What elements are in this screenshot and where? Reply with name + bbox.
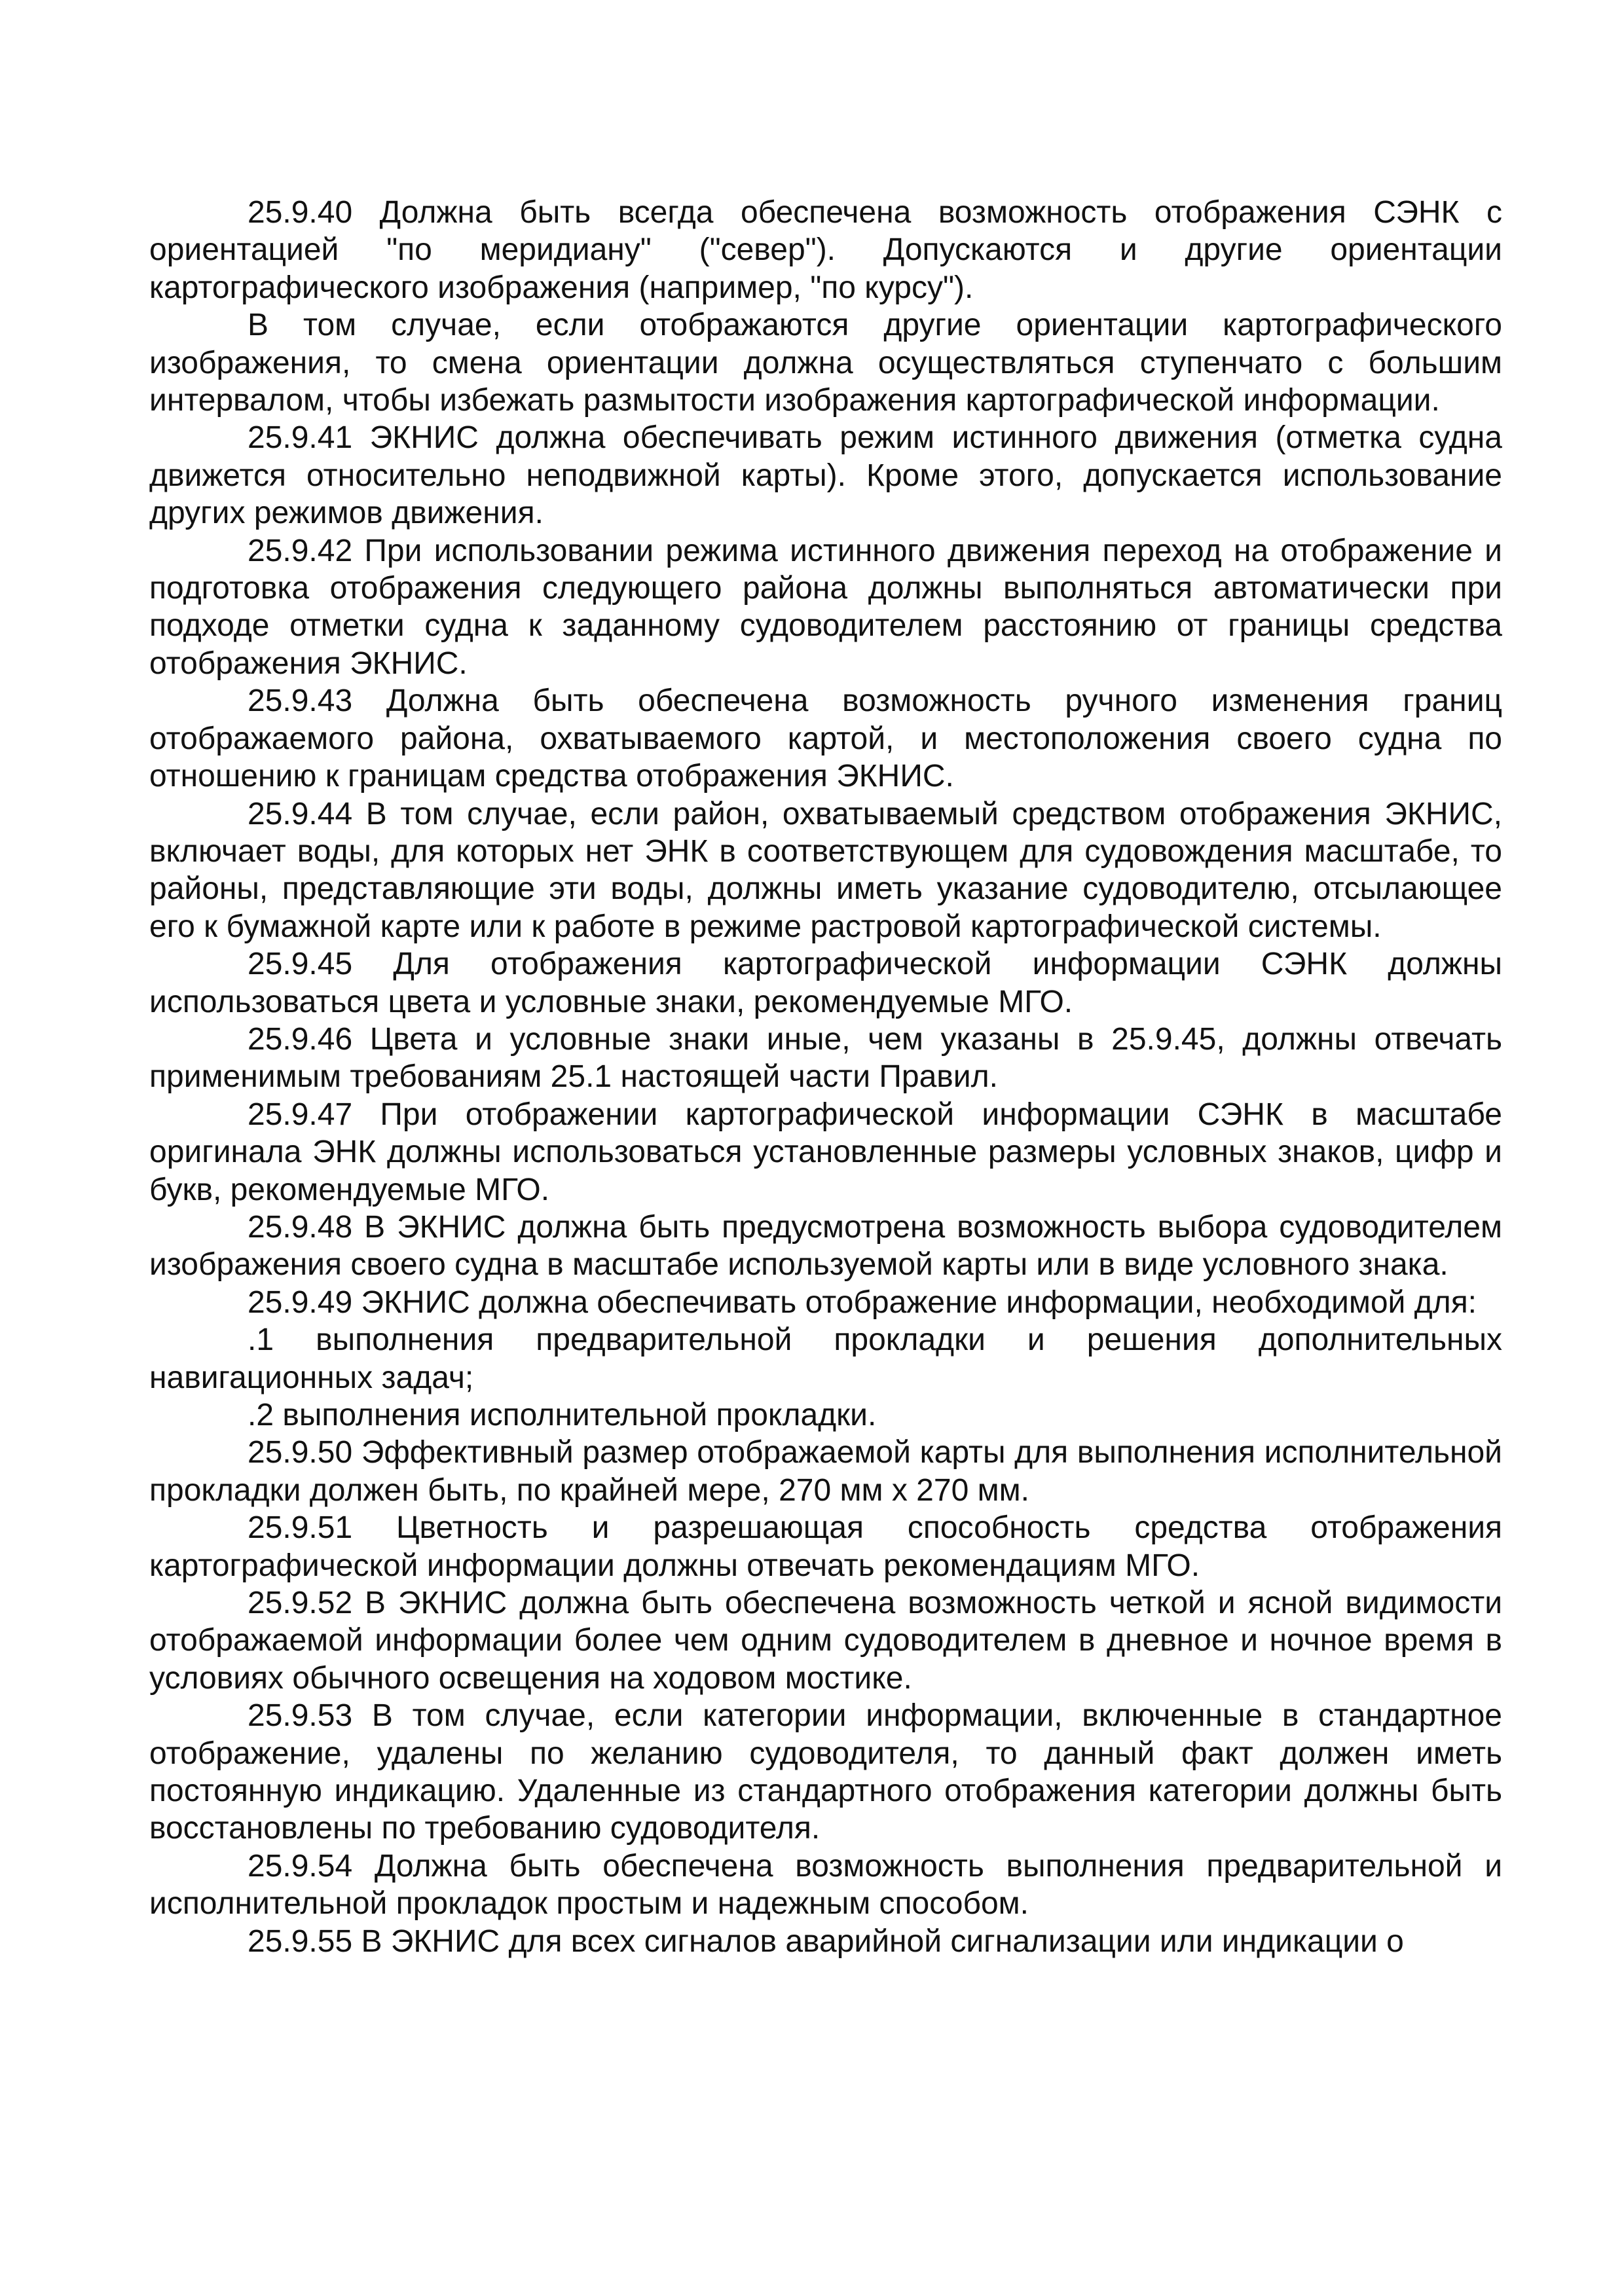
paragraph-25-9-52: 25.9.52 В ЭКНИС должна быть обеспечена возможность четкой и ясной видимости отображаемой информации более чем одним судоводителем в дневное и ночное время в условиях обычного освещения на ходовом мостике. [149, 1586, 1502, 1696]
list-item-1: .1 выполнения предварительной прокладки и решения дополнительных навигационных задач; [149, 1322, 1502, 1395]
paragraph-25-9-49: 25.9.49 ЭКНИС должна обеспечивать отображение информации, необходимой для: [248, 1285, 1477, 1320]
paragraph-25-9-50: 25.9.50 Эффективный размер отображаемой карты для выполнения исполнительной прокладки должен быть, по крайней мере, 270 мм x 270 мм. [149, 1435, 1502, 1508]
paragraph-25-9-51: 25.9.51 Цветность и разрешающая способность средства отображения картографической информации должны отвечать рекомендациям МГО. [149, 1510, 1502, 1583]
paragraph-25-9-42: 25.9.42 При использовании режима истинного движения переход на отображение и подготовка отображения следующего района должны выполняться автоматически при подходе отметки судна к заданному судоводителем расстоянию от границы средства отображения ЭКНИС. [149, 533, 1502, 681]
paragraph-25-9-44: 25.9.44 В том случае, если район, охватываемый средством отображения ЭКНИС, включает воды, для которых нет ЭНК в соответствующем для судовождения масштабе, то районы, представляющие эти воды, должны иметь указание судоводителю, отсылающее его к бумажной карте или к работе в режиме растровой картографической системы. [149, 796, 1502, 944]
paragraph-25-9-54: 25.9.54 Должна быть обеспечена возможность выполнения предварительной и исполнительной прокладок простым и надежным способом. [149, 1848, 1502, 1922]
document-body [149, 194, 1502, 1960]
paragraph-25-9-40: 25.9.40 Должна быть всегда обеспечена возможность отображения СЭНК с ориентацией "по меридиану" ("север"). Допускаются и другие ориентации картографического изображения (например, "по курсу"). [149, 195, 1502, 305]
paragraph-25-9-53: 25.9.53 В том случае, если категории информации, включенные в стандартное отображение, удалены по желанию судоводителя, то данный факт должен иметь постоянную индикацию. Удаленные из стандартного отображения категории должны быть восстановлены по требованию судоводителя. [149, 1698, 1502, 1846]
paragraph-25-9-45: 25.9.45 Для отображения картографической информации СЭНК должны использоваться цвета и условные знаки, рекомендуемые МГО. [149, 947, 1502, 1019]
paragraph-25-9-47: 25.9.47 При отображении картографической информации СЭНК в масштабе оригинала ЭНК должны использоваться установленные размеры условных знаков, цифр и букв, рекомендуемые МГО. [149, 1097, 1502, 1207]
list-item-2: .2 выполнения исполнительной прокладки. [248, 1398, 877, 1432]
paragraph-25-9-46: 25.9.46 Цвета и условные знаки иные, чем указаны в 25.9.45, должны отвечать применимым требованиям 25.1 настоящей части Правил. [149, 1021, 1502, 1095]
paragraph-25-9-43: 25.9.43 Должна быть обеспечена возможность ручного изменения границ отображаемого района, охватываемого картой, и местоположения своего судна по отношению к границам средства отображения ЭКНИС. [149, 683, 1502, 794]
paragraph-25-9-55: 25.9.55 В ЭКНИС для всех сигналов аварийной сигнализации или индикации о [248, 1923, 1404, 1959]
paragraph-25-9-40-continued: В том случае, если отображаются другие ориентации картографического изображения, то смена ориентации должна осуществляться ступенчато с большим интервалом, чтобы избежать размытости изображения картографической информации. [149, 308, 1502, 418]
paragraph-25-9-41: 25.9.41 ЭКНИС должна обеспечивать режим истинного движения (отметка судна движется относительно неподвижной карты). Кроме этого, допускается использование других режимов движения. [149, 420, 1502, 531]
paragraph-25-9-48: 25.9.48 В ЭКНИС должна быть предусмотрена возможность выбора судоводителем изображения своего судна в масштабе используемой карты или в виде условного знака. [149, 1209, 1502, 1283]
